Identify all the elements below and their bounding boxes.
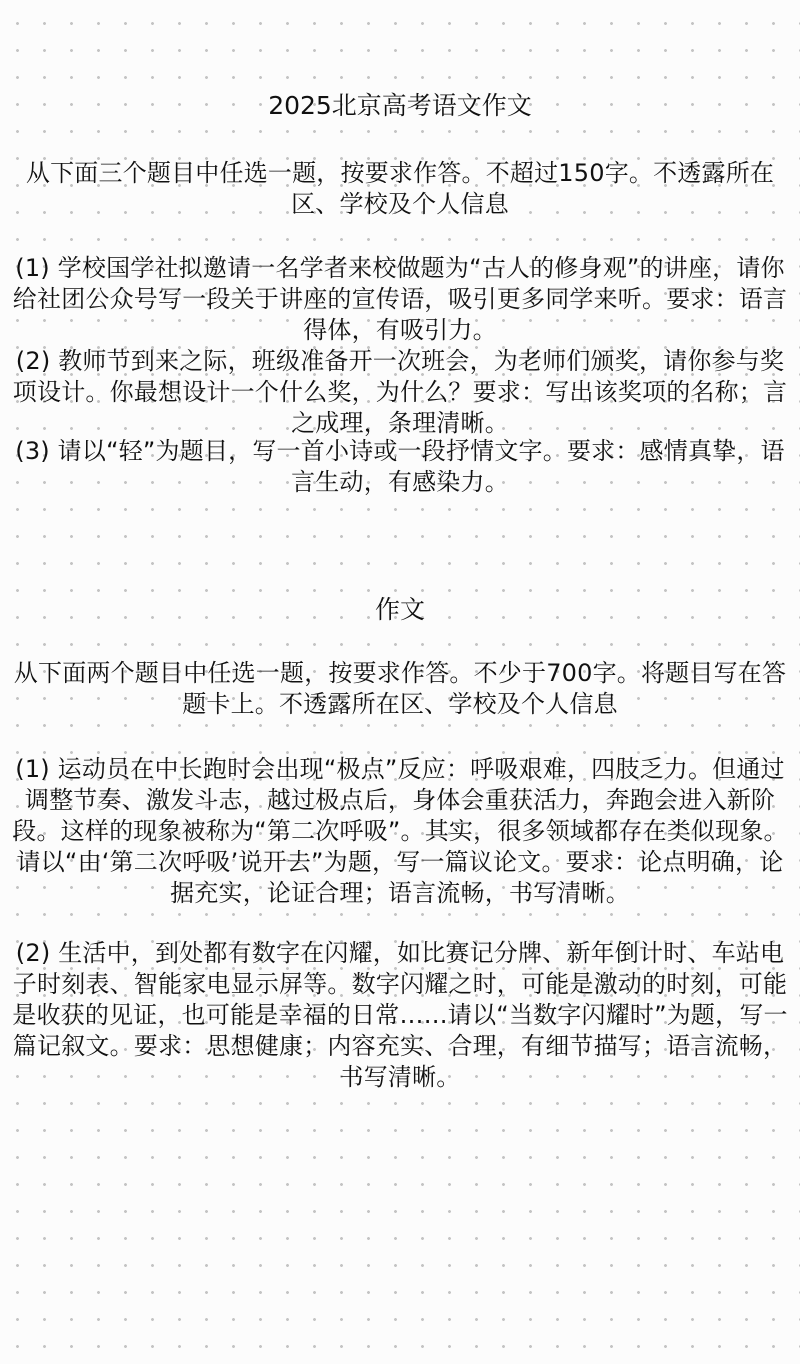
section-1-prompt-2: (2) 教师节到来之际，班级准备开一次班会，为老师们颁奖，请你参与奖项设计。你最想设计一个什么奖，为什么？要求：写出该奖项的名称；言之成理，条理清晰。 [12, 347, 788, 437]
section-1-title: 2025北京高考语文作文 [268, 91, 532, 120]
section-1-prompt-1: (1) 学校国学社拟邀请一名学者来校做题为“古人的修身观”的讲座，请你给社团公众号写一段关于讲座的宣传语，吸引更多同学来听。要求：语言得体，有吸引力。 [12, 254, 788, 344]
section-2-prompt-1: (1) 运动员在中长跑时会出现“极点”反应：呼吸艰难，四肢乏力。但通过调整节奏、激发斗志，越过极点后，身体会重获活力，奔跑会进入新阶段。这样的现象被称为“第二次呼吸”。其实，很多领域都存在类似现象。请以“由‘第二次呼吸’说开去”为题，写一篇议论文。要求：论点明确，论据充实，论证合理；语言流畅，书写清晰。 [12, 755, 788, 907]
section-2-title: 作文 [374, 595, 425, 624]
section-1-prompt-3: (3) 请以“轻”为题目，写一首小诗或一段抒情文字。要求：感情真挚，语言生动，有感染力。 [15, 437, 785, 496]
section-1-instructions: 从下面三个题目中任选一题，按要求作答。不超过150字。不透露所在区、学校及个人信息 [25, 159, 775, 218]
section-2-instructions: 从下面两个题目中任选一题，按要求作答。不少于700字。将题目写在答题卡上。不透露所在区、学校及个人信息 [13, 659, 787, 718]
section-2-prompt-2: (2) 生活中，到处都有数字在闪耀，如比赛记分牌、新年倒计时、车站电子时刻表、智能家电显示屏等。数字闪耀之时，可能是激动的时刻，可能是收获的见证，也可能是幸福的日常……请以“当数字闪耀时”为题，写一篇记叙文。要求：思想健康；内容充实、合理，有细节描写；语言流畅，书写清晰。 [12, 939, 788, 1091]
